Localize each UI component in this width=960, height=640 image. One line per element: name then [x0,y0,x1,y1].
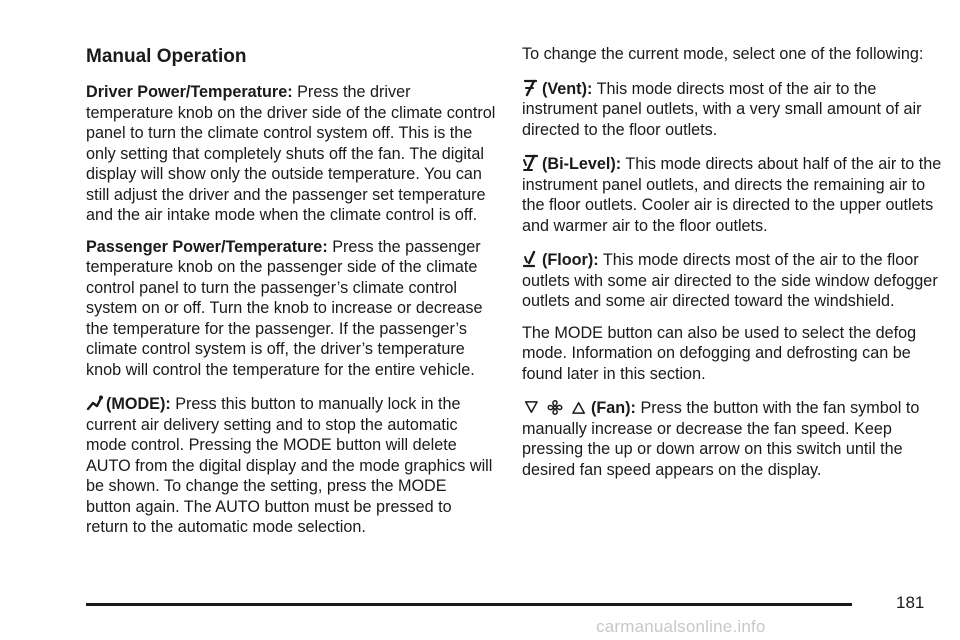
vent-paragraph [522,79,942,141]
driver-power-label: Driver Power/Temperature: [86,83,293,101]
mode-label: (MODE): [106,395,171,413]
fan-paragraph [522,398,942,480]
bilevel-paragraph [522,154,942,236]
vent-icon [522,79,540,97]
page-number: 181 [896,593,925,612]
mode-icon [86,394,104,412]
bilevel-label: (Bi-Level): [542,155,622,173]
fan-text: Press the button with the fan symbol to manually increase or decrease the fan speed. Keep pressing the up or down arrow on this switch until the desired fan speed appears on the display. [522,399,920,479]
watermark: carmanualsonline.info [596,617,766,636]
floor-text: This mode directs most of the air to the floor outlets with some air directed to the side window defogger outlets and some air directed toward the windshield. [522,251,938,310]
passenger-power-text: Press the passenger temperature knob on the passenger side of the climate control panel to turn the passenger’s climate control system on or off. Turn the knob to increase or decrease the temperature for the passenger. If the passenger’s climate control system is off, the driver’s temperature knob will control the temperature for the entire vehicle. [86,237,483,379]
right-column [522,44,942,491]
vent-text: This mode directs most of the air to the instrument panel outlets, with a very small amount of air directed to the floor outlets. [522,79,922,139]
floor-label: (Floor): [542,251,599,269]
bilevel-icon [522,154,540,172]
fan-label: (Fan): [591,399,636,417]
vent-label: (Vent): [542,79,593,98]
mode-intro: To change the current mode, select one of the following: [522,45,924,63]
passenger-power-paragraph [86,237,496,381]
mode-paragraph [86,394,496,538]
floor-paragraph [522,250,942,312]
mode-text: Press this button to manually lock in the current air delivery setting and to stop the automatic mode control. Pressing the MODE button will delete AUTO from the digital display and the mode graphics will be shown. To change the setting, press the MODE button again. The AUTO button must be pressed to return to the automatic mode selection. [86,395,493,536]
floor-icon [522,250,540,268]
bilevel-text: This mode directs about half of the air to the instrument panel outlets, and directs the remaining air to the floor outlets. Cooler air is directed to the upper outlets and warmer air to the floor outlets. [522,155,942,235]
footer-rule [86,603,852,606]
driver-power-paragraph [86,82,496,226]
fan-arrows-icon [522,399,588,416]
driver-power-text: Press the driver temperature knob on the driver side of the climate control panel to turn the climate control system off. This is the only setting that completely shuts off the fan. The digital display will show only the outside temperature. You can still adjust the driver and the passenger set temperature and the air intake mode when the climate control is off. [86,83,496,224]
section-title: Manual Operation [86,46,247,67]
mode-defog-paragraph: The MODE button can also be used to select the defog mode. Information on defogging and defrosting can be found later in this section. [522,323,917,383]
left-column [86,44,496,549]
passenger-power-label: Passenger Power/Temperature: [86,237,328,256]
